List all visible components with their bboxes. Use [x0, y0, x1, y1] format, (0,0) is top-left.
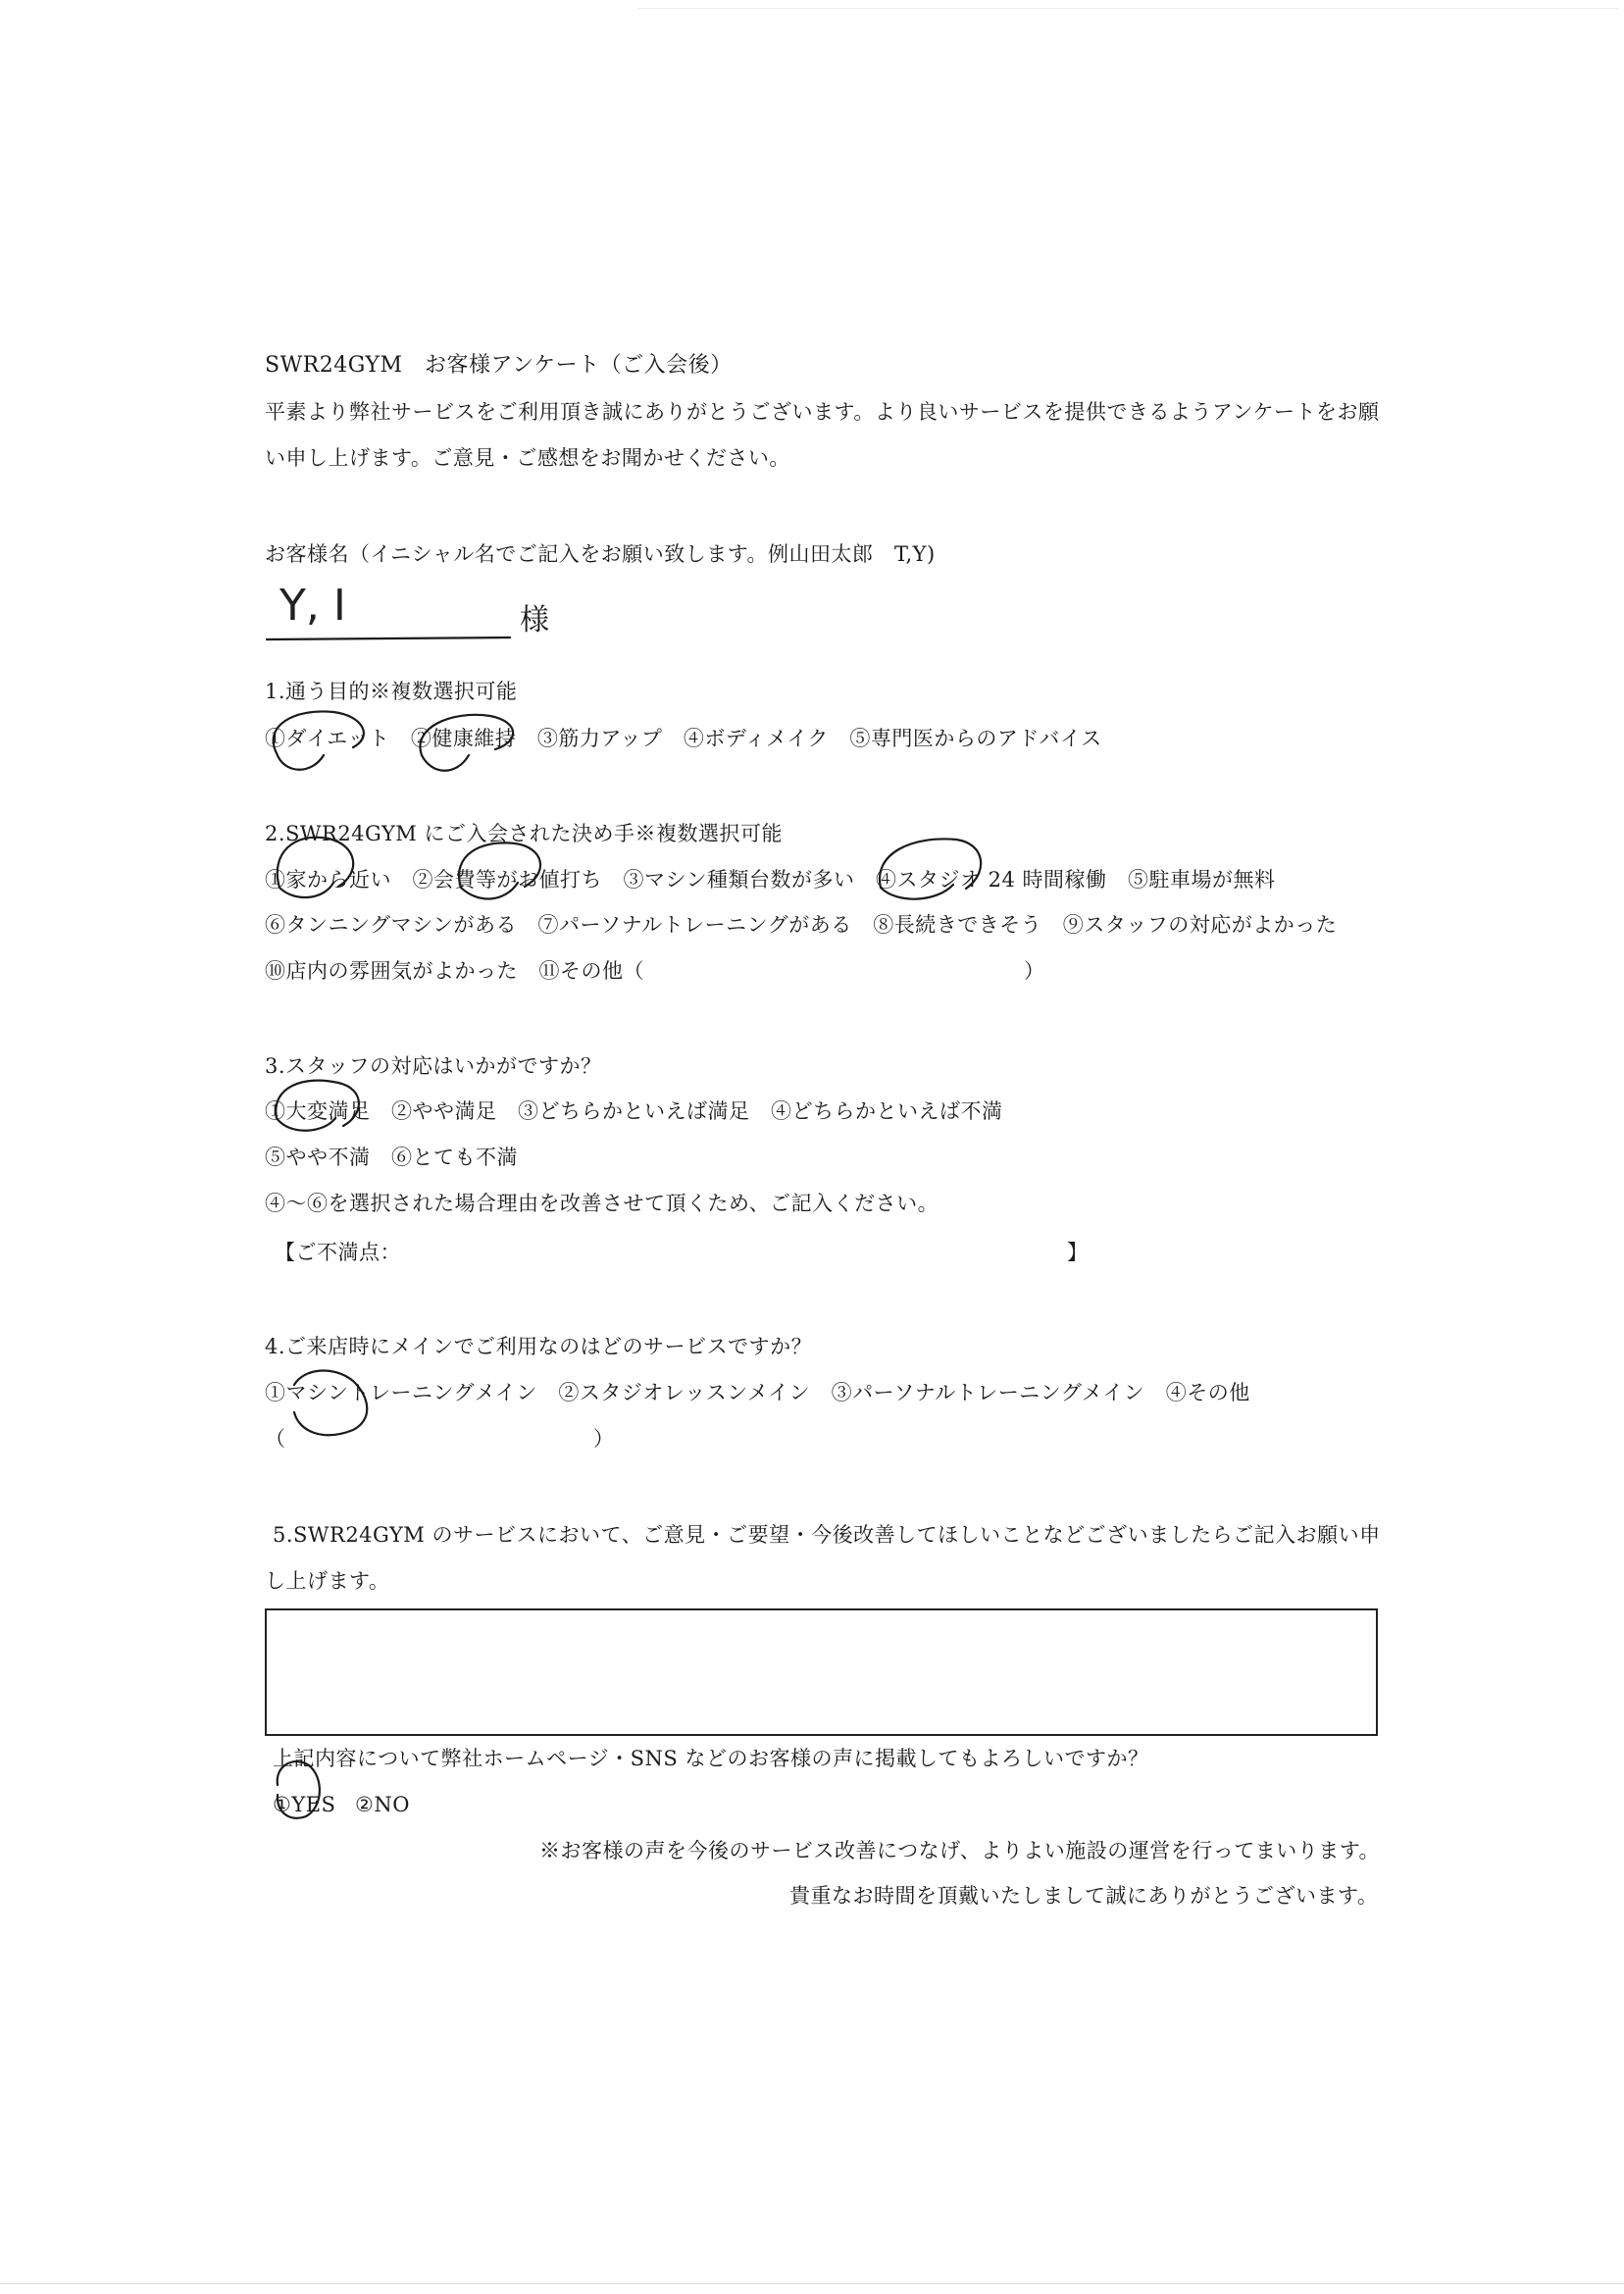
q4-options[interactable]: ①マシントレーニングメイン ②スタジオレッスンメイン ③パーソナルトレーニングメイン ④その他	[265, 1381, 1250, 1404]
q2-options-line-2[interactable]: ⑥タンニングマシンがある ⑦パーソナルトレーニングがある ⑧長続きできそう ⑨スタッフの対応がよかった	[265, 913, 1338, 937]
customer-honorific: 様	[520, 603, 550, 637]
customer-name-label: お客様名（イニシャル名でご記入をお願い致します。例山田太郎 T,Y)	[265, 542, 936, 566]
q5-answer-box[interactable]	[265, 1608, 1378, 1736]
consent-no-option[interactable]: ②NO	[355, 1793, 410, 1816]
q2-options-line-1[interactable]: ①家から近い ②会費等がお値打ち ③マシン種類台数が多い ④スタジオ 24 時間稼働 ⑤駐車場が無料	[265, 868, 1276, 892]
q3-question: 3.スタッフの対応はいかがですか？	[265, 1054, 602, 1078]
q3-note: ④～⑥を選択された場合理由を改善させて頂くため、ご記入ください。	[265, 1192, 939, 1215]
q3-complaint-open: 【ご不満点：	[275, 1241, 401, 1264]
q4-other-open: （	[265, 1427, 286, 1451]
scan-edge-top	[637, 8, 1618, 9]
q4-question: 4.ご来店時にメインでご利用なのはどのサービスですか？	[265, 1335, 813, 1358]
q5-question-line-2: し上げます。	[265, 1569, 390, 1593]
footer-note: ※お客様の声を今後のサービス改善につなげ、よりよい施設の運営を行ってまいります。	[539, 1839, 1381, 1862]
name-underline	[267, 637, 510, 639]
intro-line-1: 平素より弊社サービスをご利用頂き誠にありがとうございます。より良いサービスを提供できるようアンケートをお願	[265, 400, 1380, 424]
q4-other-close: ）	[593, 1427, 615, 1451]
consent-question: 上記内容について弊社ホームページ・SNS などのお客様の声に掲載してもよろしいですか？	[273, 1747, 1149, 1770]
q3-options-line-1[interactable]: ①大変満足 ②やや満足 ③どちらかといえば満足 ④どちらかといえば不満	[265, 1099, 1003, 1123]
q2-options-line-3[interactable]: ⑩店内の雰囲気がよかった ⑪その他（ ）	[265, 959, 1045, 983]
footer-thanks: 貴重なお時間を頂戴いたしまして誠にありがとうございます。	[789, 1884, 1379, 1908]
q2-question: 2.SWR24GYM にご入会された決め手※複数選択可能	[265, 822, 783, 845]
consent-yes-option[interactable]: ①YES	[273, 1793, 336, 1816]
intro-line-2: い申し上げます。ご意見・ご感想をお聞かせください。	[265, 446, 790, 470]
scan-edge-bottom	[0, 2283, 1624, 2284]
survey-title: SWR24GYM お客様アンケート（ご入会後）	[265, 353, 733, 378]
q3-complaint-close: 】	[1067, 1241, 1089, 1264]
q1-options[interactable]: ①ダイエット ②健康維持 ③筋力アップ ④ボディメイク ⑤専門医からのアドバイス	[265, 727, 1102, 750]
q5-question-line-1: 5.SWR24GYM のサービスにおいて、ご意見・ご要望・今後改善してほしいことなどございましたらご記入お願い申	[273, 1523, 1381, 1547]
q1-question: 1.通う目的※複数選択可能	[265, 680, 518, 703]
q3-options-line-2[interactable]: ⑤やや不満 ⑥とても不満	[265, 1146, 518, 1169]
customer-initials-handwritten[interactable]: Y, I	[279, 581, 346, 631]
